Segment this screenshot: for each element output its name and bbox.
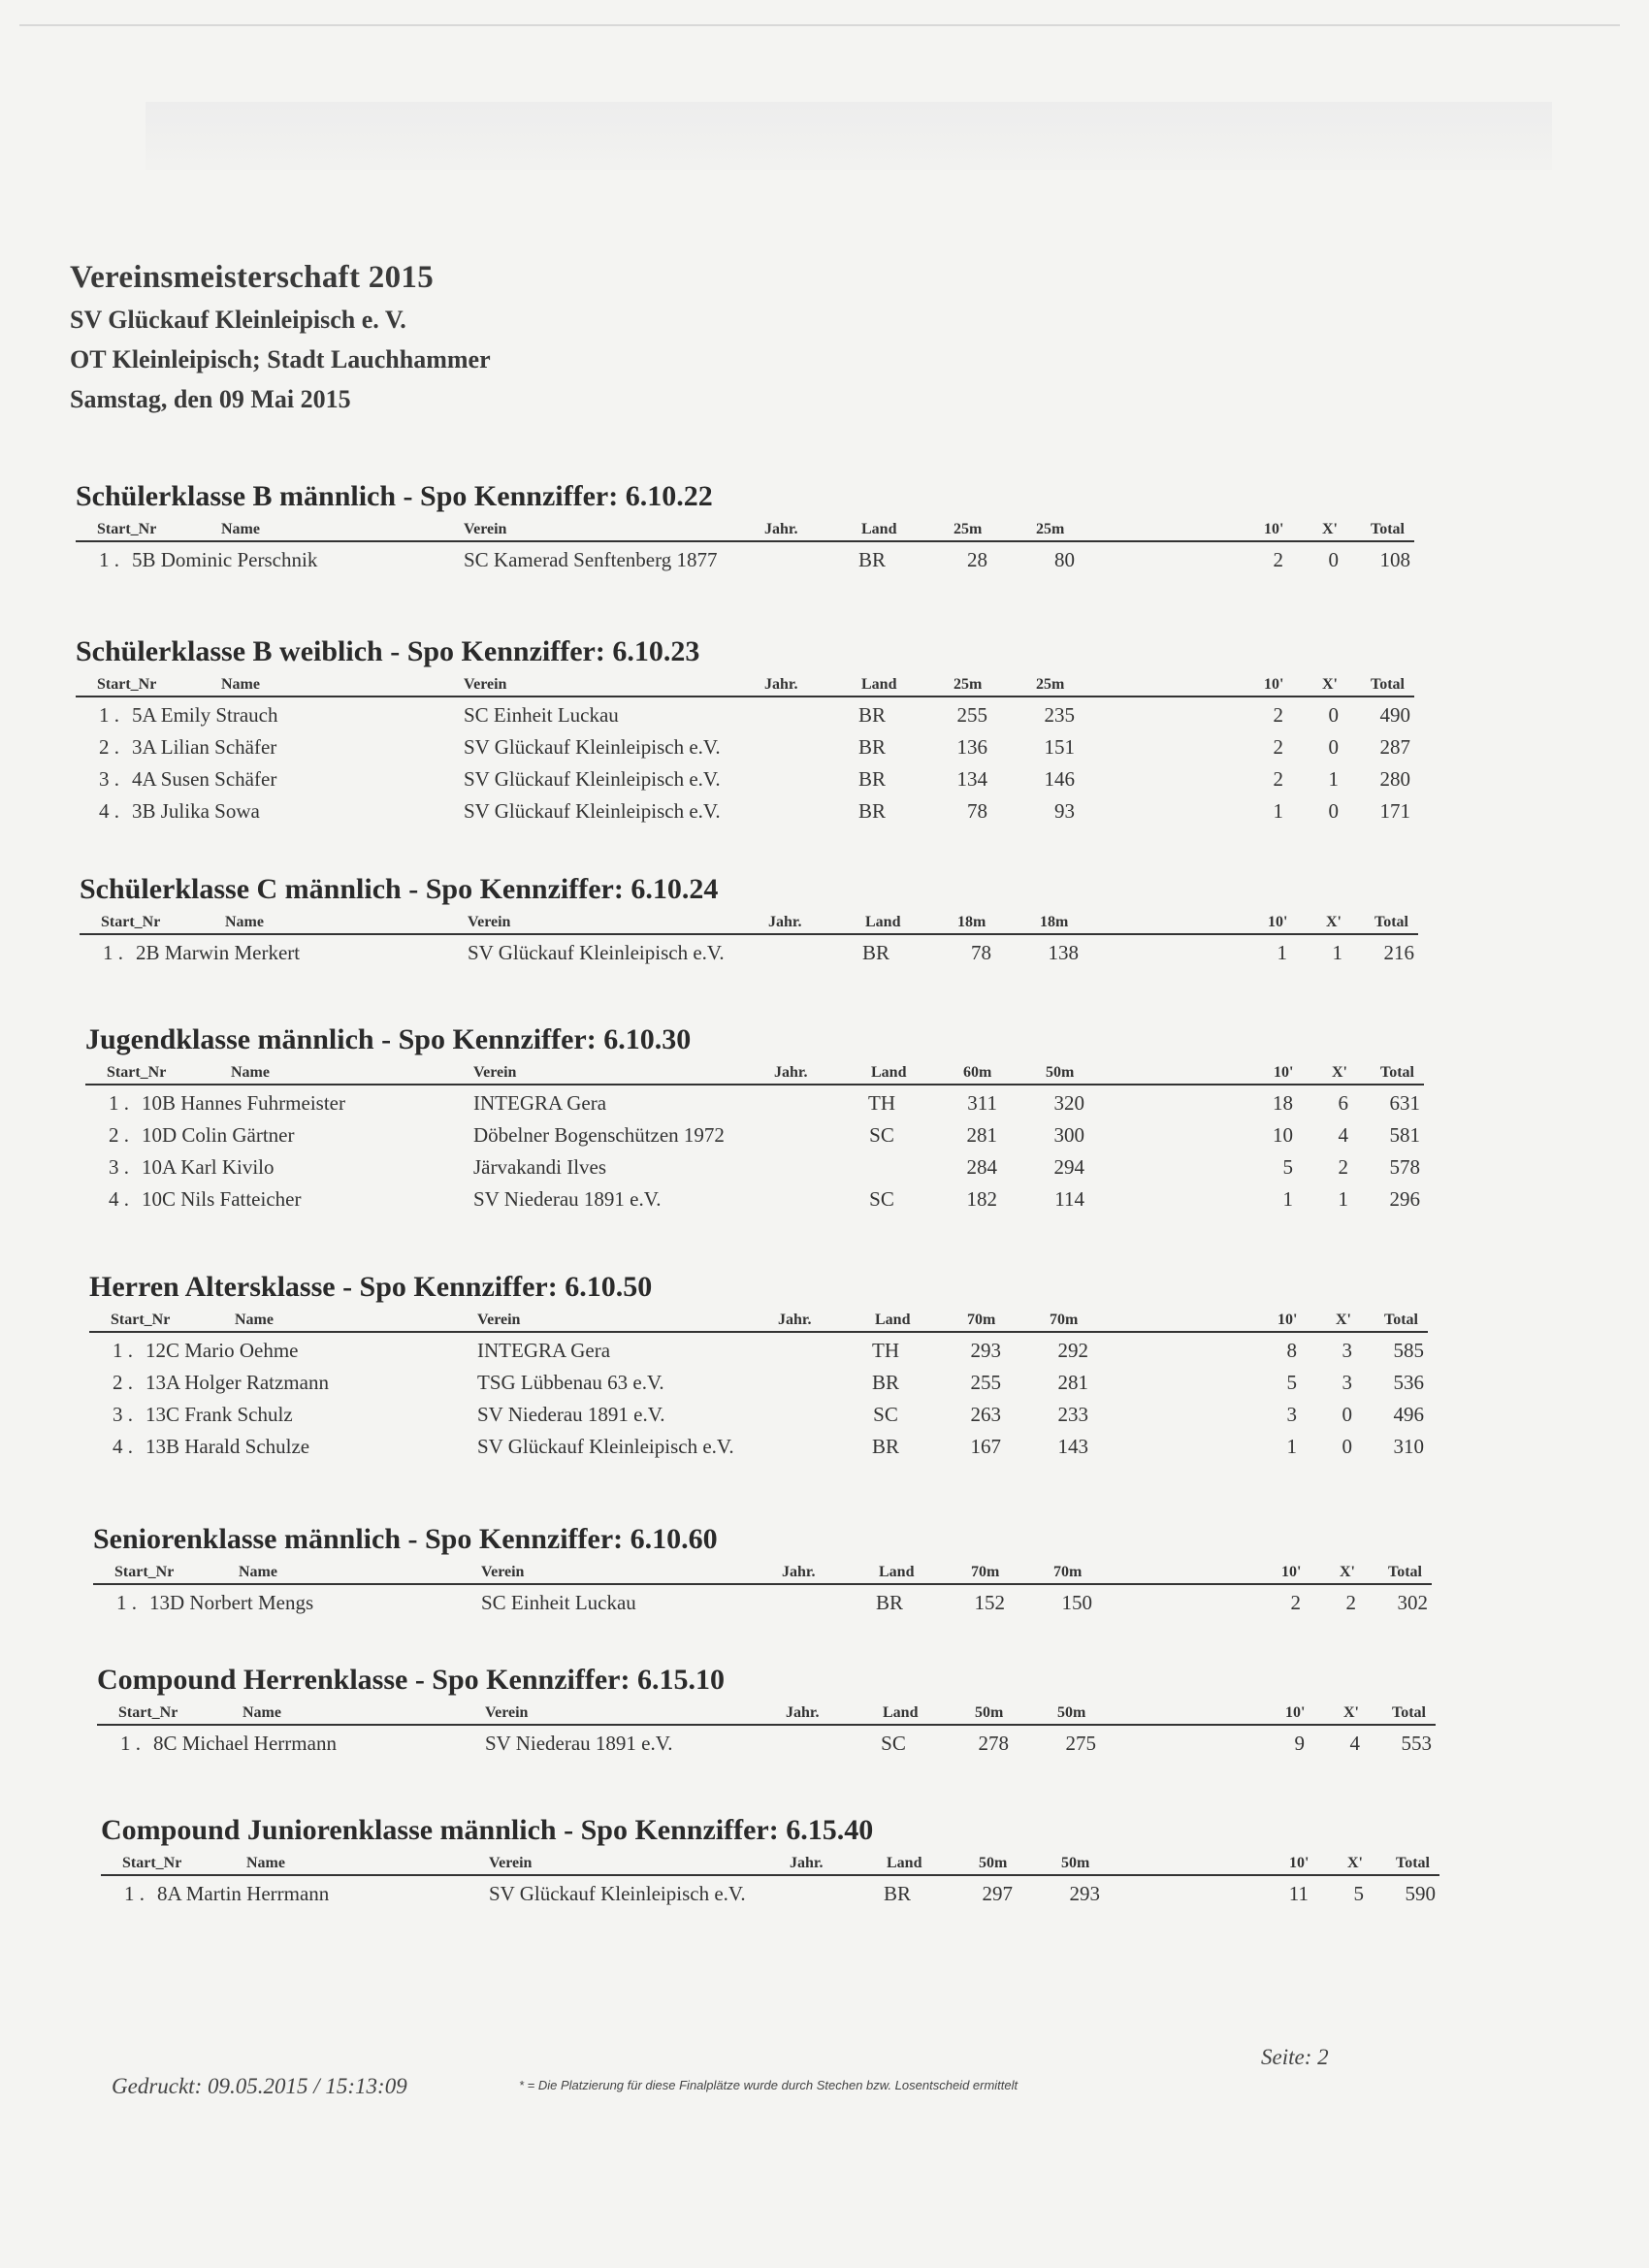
- column-header: [93, 1558, 1432, 1587]
- col-start-nr: Start_Nr: [118, 1704, 178, 1721]
- x-count: 6: [1338, 1091, 1348, 1115]
- column-header: [85, 1058, 1424, 1087]
- col-x: X': [1322, 521, 1338, 537]
- placement: 4 .: [99, 799, 119, 823]
- col-name: Name: [246, 1855, 285, 1871]
- x-count: 2: [1338, 1155, 1348, 1179]
- x-count: 0: [1328, 548, 1339, 571]
- section-title: Schülerklasse B weiblich - Spo Kennziffer: 6.10.23: [76, 635, 700, 667]
- col-start-nr: Start_Nr: [114, 1564, 175, 1580]
- land: BR: [857, 735, 886, 759]
- score-distance-2: 138: [1048, 941, 1079, 964]
- col-x: X': [1347, 1855, 1363, 1871]
- placement: 1 .: [103, 941, 123, 964]
- col-x: X': [1332, 1064, 1347, 1081]
- score-distance-2: 300: [1053, 1123, 1084, 1147]
- col-total: Total: [1388, 1564, 1422, 1580]
- col-total: Total: [1371, 676, 1405, 693]
- score-distance-1: 152: [974, 1591, 1005, 1614]
- placement: 1 .: [120, 1732, 141, 1755]
- archer-name: 12C Mario Oehme: [146, 1339, 299, 1362]
- result-section: [97, 1664, 1436, 1758]
- col-x: X': [1326, 914, 1342, 930]
- x-count: 4: [1349, 1732, 1360, 1755]
- x-count: 0: [1328, 735, 1339, 759]
- total-score: 496: [1393, 1403, 1424, 1426]
- result-section: [76, 635, 1414, 826]
- result-row: [76, 729, 1414, 761]
- result-row: [85, 1182, 1424, 1214]
- col-verein: Verein: [481, 1564, 525, 1580]
- column-header: [76, 515, 1414, 544]
- archer-name: 13D Norbert Mengs: [149, 1591, 314, 1614]
- placement: 2 .: [99, 735, 119, 759]
- tens-count: 18: [1273, 1091, 1293, 1115]
- archer-name: 2B Marwin Merkert: [136, 941, 301, 964]
- score-distance-2: 320: [1053, 1091, 1084, 1115]
- col-start-nr: Start_Nr: [97, 676, 157, 693]
- score-distance-2: 151: [1044, 735, 1075, 759]
- result-row: [76, 697, 1414, 729]
- result-row: [89, 1429, 1428, 1461]
- col-land: Land: [879, 1564, 915, 1580]
- score-distance-1: 278: [978, 1732, 1009, 1755]
- col-distance-2: 70m: [1053, 1564, 1083, 1580]
- club: TSG Lübbenau 63 e.V.: [477, 1371, 664, 1394]
- col-name: Name: [235, 1312, 274, 1328]
- col-start-nr: Start_Nr: [107, 1064, 167, 1081]
- col-distance-1: 50m: [975, 1704, 1004, 1721]
- club: SC Einheit Luckau: [481, 1591, 636, 1614]
- tens-count: 2: [1273, 703, 1283, 727]
- col-total: Total: [1374, 914, 1408, 930]
- col-start-nr: Start_Nr: [122, 1855, 182, 1871]
- land: SC: [881, 1732, 906, 1755]
- page-number: Seite: 2: [1261, 2045, 1329, 2069]
- archer-name: 10A Karl Kivilo: [142, 1155, 275, 1179]
- col-distance-1: 50m: [979, 1855, 1008, 1871]
- col-land: Land: [871, 1064, 907, 1081]
- x-count: 1: [1328, 767, 1339, 791]
- score-distance-2: 114: [1054, 1187, 1084, 1211]
- col-land: Land: [887, 1855, 922, 1871]
- tens-count: 11: [1288, 1882, 1309, 1905]
- archer-name: 13C Frank Schulz: [146, 1403, 293, 1426]
- col-land: Land: [883, 1704, 919, 1721]
- result-row: [80, 935, 1418, 967]
- col-verein: Verein: [468, 914, 511, 930]
- col-verein: Verein: [489, 1855, 533, 1871]
- col-distance-1: 70m: [971, 1564, 1000, 1580]
- col-distance-2: 18m: [1040, 914, 1069, 930]
- col-distance-1: 60m: [963, 1064, 992, 1081]
- x-count: 0: [1328, 703, 1339, 727]
- col-distance-1: 25m: [954, 521, 983, 537]
- result-section: [93, 1523, 1432, 1617]
- score-distance-1: 134: [956, 767, 987, 791]
- total-score: 631: [1389, 1091, 1420, 1115]
- col-distance-2: 50m: [1061, 1855, 1090, 1871]
- col-total: Total: [1384, 1312, 1418, 1328]
- scan-shade: [146, 102, 1552, 170]
- section-title: Herren Altersklasse - Spo Kennziffer: 6.10.50: [89, 1271, 653, 1303]
- col-jahr: Jahr.: [764, 676, 798, 693]
- tens-count: 2: [1273, 735, 1283, 759]
- total-score: 296: [1389, 1187, 1420, 1211]
- col-x: X': [1340, 1564, 1355, 1580]
- score-distance-1: 311: [967, 1091, 997, 1115]
- col-total: Total: [1371, 521, 1405, 537]
- result-row: [85, 1150, 1424, 1182]
- land: SC: [869, 1187, 894, 1211]
- archer-name: 5B Dominic Perschnik: [132, 548, 318, 571]
- score-distance-1: 182: [966, 1187, 997, 1211]
- column-header: [89, 1306, 1428, 1335]
- archer-name: 10C Nils Fatteicher: [142, 1187, 302, 1211]
- club: SV Glückauf Kleinleipisch e.V.: [464, 767, 721, 791]
- page-top-edge: [19, 24, 1620, 26]
- placement: 3 .: [99, 767, 119, 791]
- archer-name: 10D Colin Gärtner: [142, 1123, 295, 1147]
- score-distance-1: 293: [970, 1339, 1001, 1362]
- land: BR: [871, 1371, 899, 1394]
- club: Järvakandi Ilves: [473, 1155, 607, 1179]
- score-distance-2: 146: [1044, 767, 1075, 791]
- col-verein: Verein: [485, 1704, 529, 1721]
- archer-name: 3B Julika Sowa: [132, 799, 260, 823]
- col-distance-2: 25m: [1036, 676, 1065, 693]
- placement: 4 .: [109, 1187, 129, 1211]
- section-title: Compound Herrenklasse - Spo Kennziffer: 6.15.10: [97, 1664, 725, 1696]
- col-name: Name: [239, 1564, 277, 1580]
- section-title: Schülerklasse C männlich - Spo Kennziffer: 6.10.24: [80, 873, 719, 905]
- event-date: Samstag, den 09 Mai 2015: [70, 385, 351, 413]
- result-section: [101, 1814, 1439, 1908]
- col-ten: 10': [1285, 1704, 1306, 1721]
- land: BR: [857, 799, 886, 823]
- club: SV Glückauf Kleinleipisch e.V.: [489, 1882, 746, 1905]
- x-count: 0: [1328, 799, 1339, 823]
- document-header: [70, 260, 491, 425]
- col-x: X': [1322, 676, 1338, 693]
- tens-count: 1: [1286, 1435, 1297, 1458]
- col-jahr: Jahr.: [764, 521, 798, 537]
- col-jahr: Jahr.: [786, 1704, 820, 1721]
- score-distance-2: 143: [1057, 1435, 1088, 1458]
- placement: 1 .: [109, 1091, 129, 1115]
- x-count: 1: [1338, 1187, 1348, 1211]
- placement: 1 .: [124, 1882, 145, 1905]
- total-score: 287: [1379, 735, 1410, 759]
- column-header: [80, 908, 1418, 937]
- total-score: 216: [1383, 941, 1414, 964]
- score-distance-1: 281: [966, 1123, 997, 1147]
- land: SC: [869, 1123, 894, 1147]
- club: SV Glückauf Kleinleipisch e.V.: [468, 941, 725, 964]
- land: SC: [873, 1403, 898, 1426]
- total-score: 302: [1397, 1591, 1428, 1614]
- tens-count: 1: [1277, 941, 1287, 964]
- tens-count: 2: [1273, 548, 1283, 571]
- col-verein: Verein: [477, 1312, 521, 1328]
- col-start-nr: Start_Nr: [111, 1312, 171, 1328]
- x-count: 0: [1342, 1435, 1352, 1458]
- col-distance-2: 70m: [1050, 1312, 1079, 1328]
- column-header: [101, 1849, 1439, 1878]
- col-land: Land: [865, 914, 901, 930]
- col-total: Total: [1392, 1704, 1426, 1721]
- club: SV Niederau 1891 e.V.: [477, 1403, 665, 1426]
- placement: 1 .: [113, 1339, 133, 1362]
- score-distance-1: 78: [971, 941, 991, 964]
- total-score: 490: [1379, 703, 1410, 727]
- score-distance-2: 80: [1054, 548, 1075, 571]
- total-score: 553: [1401, 1732, 1432, 1755]
- placement: 1 .: [116, 1591, 137, 1614]
- score-distance-2: 235: [1044, 703, 1075, 727]
- club: SC Einheit Luckau: [464, 703, 619, 727]
- section-title: Seniorenklasse männlich - Spo Kennziffer: 6.10.60: [93, 1523, 718, 1555]
- total-score: 590: [1405, 1882, 1436, 1905]
- col-verein: Verein: [473, 1064, 517, 1081]
- col-name: Name: [231, 1064, 270, 1081]
- col-name: Name: [225, 914, 264, 930]
- total-score: 310: [1393, 1435, 1424, 1458]
- total-score: 585: [1393, 1339, 1424, 1362]
- printed-timestamp: Gedruckt: 09.05.2015 / 15:13:09: [112, 2074, 407, 2098]
- col-land: Land: [861, 521, 897, 537]
- archer-name: 10B Hannes Fuhrmeister: [142, 1091, 345, 1115]
- result-row: [85, 1118, 1424, 1150]
- x-count: 1: [1332, 941, 1342, 964]
- archer-name: 13A Holger Ratzmann: [146, 1371, 329, 1394]
- col-x: X': [1336, 1312, 1351, 1328]
- result-row: [89, 1333, 1428, 1365]
- score-distance-1: 78: [967, 799, 987, 823]
- col-ten: 10': [1268, 914, 1288, 930]
- col-distance-1: 18m: [957, 914, 986, 930]
- score-distance-2: 233: [1057, 1403, 1088, 1426]
- score-distance-2: 281: [1057, 1371, 1088, 1394]
- land: BR: [857, 703, 886, 727]
- page-footer: [112, 2045, 1373, 2105]
- club: SV Glückauf Kleinleipisch e.V.: [464, 735, 721, 759]
- club: SV Niederau 1891 e.V.: [485, 1732, 673, 1755]
- result-section: [76, 480, 1414, 574]
- result-row: [101, 1876, 1439, 1908]
- placement: 3 .: [113, 1403, 133, 1426]
- total-score: 578: [1389, 1155, 1420, 1179]
- land: BR: [871, 1435, 899, 1458]
- club: SV Niederau 1891 e.V.: [473, 1187, 662, 1211]
- col-land: Land: [875, 1312, 911, 1328]
- col-name: Name: [242, 1704, 281, 1721]
- col-verein: Verein: [464, 676, 507, 693]
- col-jahr: Jahr.: [774, 1064, 808, 1081]
- section-title: Jugendklasse männlich - Spo Kennziffer: 6.10.30: [85, 1023, 692, 1055]
- tiebreak-note: * = Die Platzierung für diese Finalplätze wurde durch Stechen bzw. Losentscheid ermittelt: [519, 2078, 1018, 2092]
- tens-count: 10: [1273, 1123, 1293, 1147]
- x-count: 5: [1353, 1882, 1364, 1905]
- total-score: 171: [1379, 799, 1410, 823]
- x-count: 2: [1345, 1591, 1356, 1614]
- col-distance-1: 25m: [954, 676, 983, 693]
- score-distance-2: 93: [1054, 799, 1075, 823]
- score-distance-2: 294: [1053, 1155, 1084, 1179]
- score-distance-1: 136: [956, 735, 987, 759]
- result-section: [89, 1271, 1428, 1461]
- land: BR: [861, 941, 889, 964]
- archer-name: 8A Martin Herrmann: [157, 1882, 330, 1905]
- placement: 4 .: [113, 1435, 133, 1458]
- event-title: Vereinsmeisterschaft 2015: [70, 260, 435, 295]
- result-row: [76, 761, 1414, 794]
- col-name: Name: [221, 521, 260, 537]
- archer-name: 5A Emily Strauch: [132, 703, 278, 727]
- x-count: 3: [1342, 1339, 1352, 1362]
- col-ten: 10': [1281, 1564, 1302, 1580]
- placement: 1 .: [99, 703, 119, 727]
- col-ten: 10': [1289, 1855, 1310, 1871]
- tens-count: 1: [1273, 799, 1283, 823]
- tens-count: 5: [1282, 1155, 1293, 1179]
- archer-name: 4A Susen Schäfer: [132, 767, 277, 791]
- x-count: 4: [1338, 1123, 1348, 1147]
- x-count: 3: [1342, 1371, 1352, 1394]
- land: TH: [872, 1339, 899, 1362]
- column-header: [76, 670, 1414, 699]
- tens-count: 3: [1286, 1403, 1297, 1426]
- placement: 2 .: [113, 1371, 133, 1394]
- result-row: [89, 1365, 1428, 1397]
- club: Döbelner Bogenschützen 1972: [473, 1123, 725, 1147]
- score-distance-1: 297: [982, 1882, 1013, 1905]
- tens-count: 5: [1286, 1371, 1297, 1394]
- tens-count: 2: [1290, 1591, 1301, 1614]
- col-land: Land: [861, 676, 897, 693]
- result-row: [85, 1085, 1424, 1118]
- col-ten: 10': [1274, 1064, 1294, 1081]
- event-location: OT Kleinleipisch; Stadt Lauchhammer: [70, 345, 491, 373]
- archer-name: 3A Lilian Schäfer: [132, 735, 277, 759]
- col-distance-2: 50m: [1057, 1704, 1086, 1721]
- score-distance-1: 167: [970, 1435, 1001, 1458]
- col-ten: 10': [1264, 521, 1284, 537]
- tens-count: 2: [1273, 767, 1283, 791]
- score-distance-1: 255: [956, 703, 987, 727]
- result-row: [89, 1397, 1428, 1429]
- score-distance-2: 275: [1065, 1732, 1096, 1755]
- land: BR: [875, 1591, 903, 1614]
- col-jahr: Jahr.: [778, 1312, 812, 1328]
- section-title: Compound Juniorenklasse männlich - Spo Kennziffer: 6.15.40: [101, 1814, 874, 1846]
- col-ten: 10': [1277, 1312, 1298, 1328]
- col-jahr: Jahr.: [782, 1564, 816, 1580]
- result-row: [93, 1585, 1432, 1617]
- result-row: [76, 542, 1414, 574]
- col-distance-2: 50m: [1046, 1064, 1075, 1081]
- column-header: [97, 1699, 1436, 1728]
- col-jahr: Jahr.: [790, 1855, 824, 1871]
- col-start-nr: Start_Nr: [101, 914, 161, 930]
- result-row: [76, 794, 1414, 826]
- section-title: Schülerklasse B männlich - Spo Kennziffer: 6.10.22: [76, 480, 713, 512]
- total-score: 108: [1379, 548, 1410, 571]
- x-count: 0: [1342, 1403, 1352, 1426]
- col-x: X': [1343, 1704, 1359, 1721]
- placement: 3 .: [109, 1155, 129, 1179]
- col-verein: Verein: [464, 521, 507, 537]
- placement: 2 .: [109, 1123, 129, 1147]
- tens-count: 8: [1286, 1339, 1297, 1362]
- archer-name: 8C Michael Herrmann: [153, 1732, 337, 1755]
- total-score: 280: [1379, 767, 1410, 791]
- col-total: Total: [1396, 1855, 1430, 1871]
- result-section: [80, 873, 1418, 967]
- result-section: [85, 1023, 1424, 1214]
- total-score: 536: [1393, 1371, 1424, 1394]
- land: BR: [857, 548, 886, 571]
- club: SV Glückauf Kleinleipisch e.V.: [477, 1435, 734, 1458]
- placement: 1 .: [99, 548, 119, 571]
- result-row: [97, 1726, 1436, 1758]
- score-distance-1: 28: [967, 548, 987, 571]
- col-jahr: Jahr.: [768, 914, 802, 930]
- score-distance-2: 150: [1061, 1591, 1092, 1614]
- archer-name: 13B Harald Schulze: [146, 1435, 310, 1458]
- tens-count: 9: [1294, 1732, 1305, 1755]
- col-ten: 10': [1264, 676, 1284, 693]
- club-name: SV Glückauf Kleinleipisch e. V.: [70, 306, 406, 334]
- land: BR: [883, 1882, 911, 1905]
- score-distance-1: 284: [966, 1155, 997, 1179]
- land: BR: [857, 767, 886, 791]
- club: SC Kamerad Senftenberg 1877: [464, 548, 718, 571]
- col-name: Name: [221, 676, 260, 693]
- club: INTEGRA Gera: [473, 1091, 607, 1115]
- score-distance-2: 292: [1057, 1339, 1088, 1362]
- total-score: 581: [1389, 1123, 1420, 1147]
- col-start-nr: Start_Nr: [97, 521, 157, 537]
- score-distance-1: 263: [970, 1403, 1001, 1426]
- col-distance-2: 25m: [1036, 521, 1065, 537]
- score-distance-2: 293: [1069, 1882, 1100, 1905]
- col-total: Total: [1380, 1064, 1414, 1081]
- club: SV Glückauf Kleinleipisch e.V.: [464, 799, 721, 823]
- land: TH: [868, 1091, 895, 1115]
- club: INTEGRA Gera: [477, 1339, 611, 1362]
- score-distance-1: 255: [970, 1371, 1001, 1394]
- col-distance-1: 70m: [967, 1312, 996, 1328]
- tens-count: 1: [1282, 1187, 1293, 1211]
